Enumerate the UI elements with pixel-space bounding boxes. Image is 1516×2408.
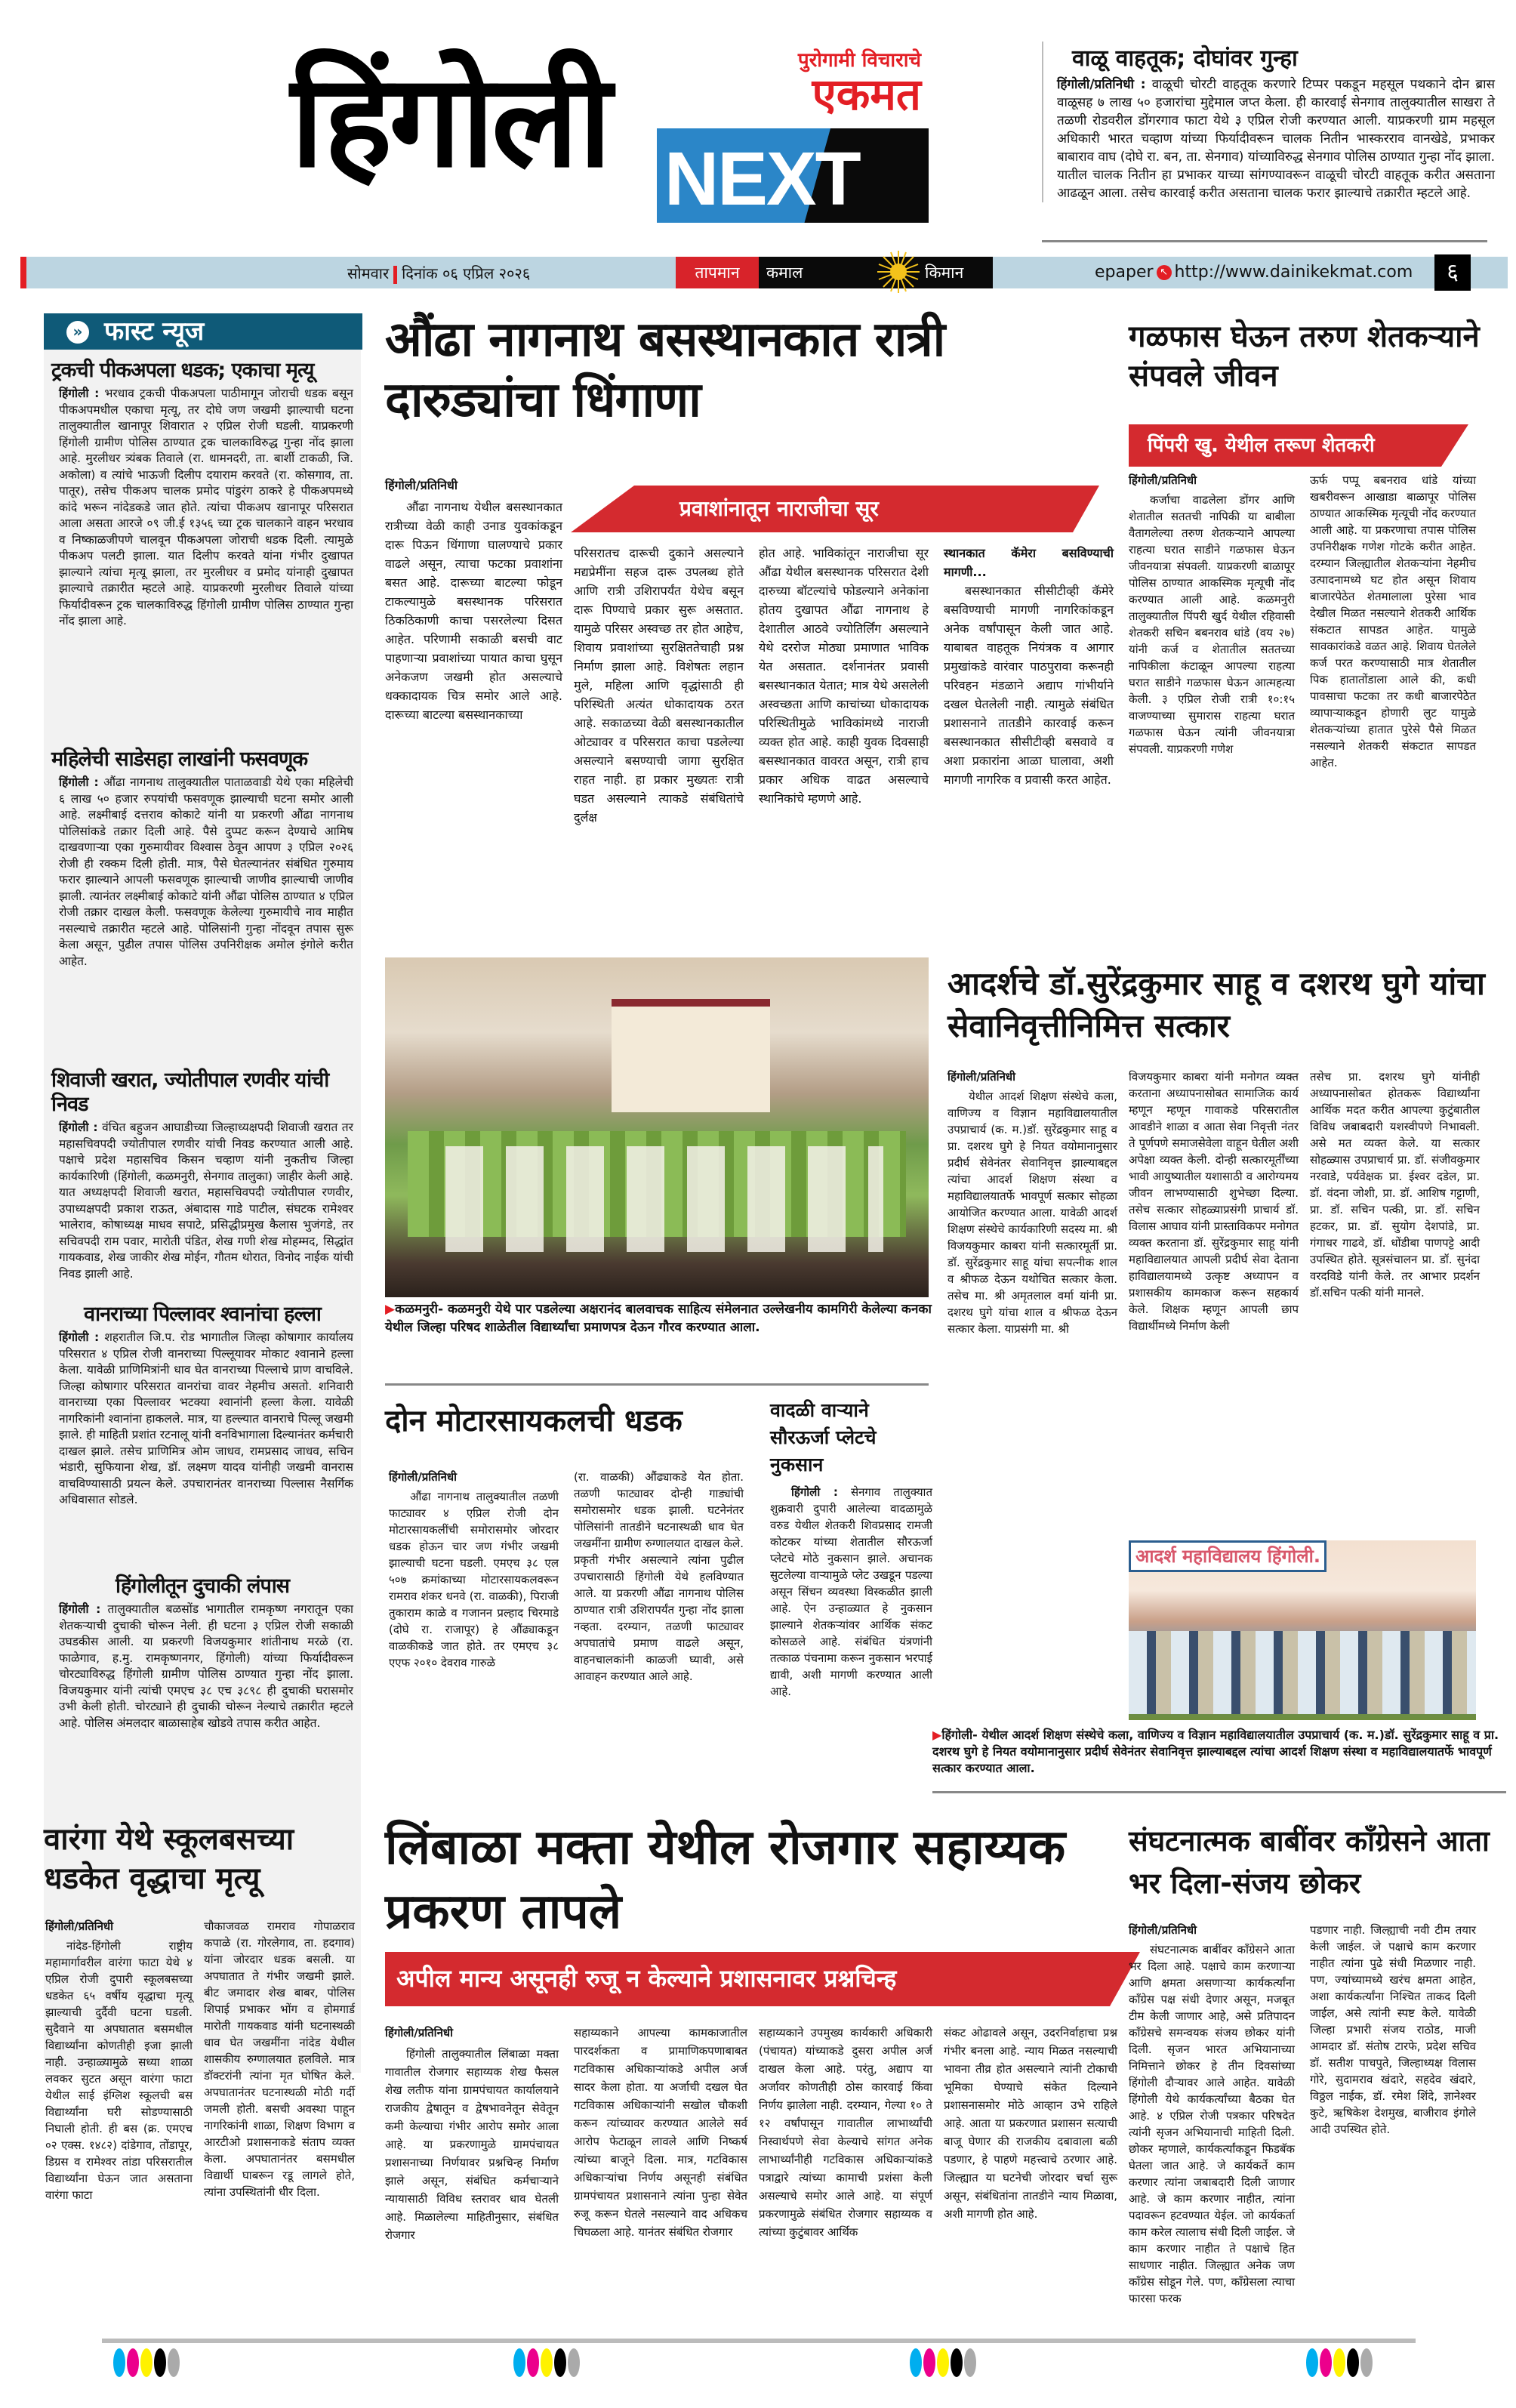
event-photo-students: [385, 957, 929, 1297]
magenta-mark: [527, 2348, 539, 2377]
limbala-headline: लिंबाळा मक्ता येथील रोजगार सहाय्यक प्रकरण तापले: [385, 1820, 1066, 1940]
cyan-mark: [1306, 2348, 1318, 2377]
black-mark: [154, 2348, 166, 2377]
body-text: वंचित बहुजन आघाडीच्या जिल्हाध्यक्षपदी शिवाजी खरात तर महासचिवपदी ज्योतीपाल रणवीर यांची निवड करण्यात आली आहे. पक्षाचे प्रदेश महासचिव किसन चव्हाण यांनी नुकतीच जिल्हा कार्यकारिणी (हिंगोली, कळमनुरी, सेनगाव तालुका) जाहीर केली आहे. यात अध्यक्षपदी शिवाजी खरात, महासचिवपदी ज्योतीपाल रणवीर, उपाध्यक्षपदी प्रकाश राऊत, अंबादास गाडे पाटील, संघटक रामेश्वर भालेराव, कोषाध्यक्ष माधव सपाटे, प्रसिद्धीप्रमुख कैलास भुजंगडे, तर सचिवपदी राम पवार, मारोती पंडित, शेख गणी शेख मोहम्मद, सिद्धांत गायकवाड, शेख जाकीर शेख मोईन, गौतम थोरात, विनोद नाईक यांची निवड झाली आहे.: [59, 1121, 353, 1281]
body-text: होत आहे. भाविकांतून नाराजीचा सूर औंढा येथील बसस्थानक परिसरात देशी दारुच्या बॉटल्यांचे फोडल्याने अनेकांना होतय दुखापत औंढा नागनाथ हे देशातील आठवे ज्योतिर्लिंग असल्याने येथे दररोज मोठ्या प्रमाणात भाविक येत असतात. दर्शनानंतर प्रवासी बसस्थानकात येतात; मात्र येथे असलेली अस्वच्छता आणि काचांच्या धोकादायक परिस्थितीमुळे भाविकांमध्ये नाराजी व्यक्त होत आहे. काही युवक दिवसाही बसस्थानकात वावरत असून, रात्री हाच प्रकार अधिक वाढत असल्याचे स्थानिकांचे म्हणणे आहे.: [759, 546, 929, 806]
byline: हिंगोली/प्रतिनिधी: [1129, 473, 1197, 487]
lead-column-2: [574, 544, 744, 827]
dateline: हिंगोली :: [59, 1121, 98, 1134]
cyan-mark: [513, 2348, 525, 2377]
byline: हिंगोली/प्रतिनिधी: [385, 478, 458, 492]
top-brief-body: [1057, 76, 1495, 202]
motorcycle-column-2: [574, 1469, 744, 1685]
body-text: चौकाजवळ रामराव गोपाळराव कपाळे (रा. गोरलेगाव, ता. हदगाव) यांना जोरदार धडक बसली. या अपघातात ते गंभीर जखमी झाले. बीट जमादार शेख बाबर, पोलिस शिपाई प्रभाकर भोंग व होमगार्ड मारोती गायकवाड यांनी घटनास्थळी धाव घेत जखमींना नांदेड येथील शासकीय रुग्णालयात हलविले. मात्र डॉक्टरांनी त्यांना मृत घोषित केले. अपघातानंतर घटनास्थळी मोठी गर्दी जमली होती. बसची अवस्था पाहून नागरिकांनी शाळा, शिक्षण विभाग व आरटीओ प्रशासनाकडे संताप व्यक्त केला. अपघातानंतर बसमधील विद्यार्थी घाबरून रडू लागले होते, त्यांना उपस्थितांनी धीर दिला.: [204, 1919, 355, 2199]
body-text: परिसरातच दारूची दुकाने असल्याने मद्यप्रेमींना सहज दारू उपलब्ध होते आणि रात्री उशिरापर्यंत येथेच बसून दारू पिण्याचे प्रकार सुरू असतात. यामुळे परिसर अस्वच्छ तर होत आहेच, शिवाय प्रवाशांच्या सुरक्षिततेचाही प्रश्न निर्माण झाला आहे. विशेषतः लहान मुले, महिला आणि वृद्धांसाठी ही परिस्थिती अत्यंत धोकादायक ठरत आहे. सकाळच्या वेळी बसस्थानकातील ओट्यावर व परिसरात काचा पडलेल्या असल्याने बसण्याची जागा सुरक्षित राहत नाही. हा प्रकार मुख्यतः रात्री घडत असल्याने त्याकडे संबंधितांचे दुर्लक्ष: [574, 546, 744, 825]
photo-caption: [932, 1727, 1506, 1777]
body-text: (रा. वाळकी) औंढ्याकडे येत होता. तळणी फाट्यावर दोन्ही गाड्यांची समोरासमोर धडक झाली. घटनेनंतर पोलिसांनी तातडीने घटनास्थळी धाव घेत जखमींना ग्रामीण रुग्णालयात दाखल केले. प्रकृती गंभीर असल्याने त्यांना पुढील उपचारासाठी हिंगोली येथे हलविण्यात आले. या प्रकरणी औंढा नागनाथ पोलिस ठाण्यात रात्री उशिरापर्यंत गुन्हा नोंद झाला नव्हता. दरम्यान, तळणी फाट्यावर अपघातांचे प्रमाण वाढले असून, वाहनचालकांनी काळजी घ्यावी, असे आवाहन करण्यात आले आहे.: [574, 1470, 744, 1683]
date-bar-accent: [20, 257, 26, 288]
body-text: तालुक्यातील बळसोंड भागातील रामकृष्ण नगरातून एका शेतकऱ्याची दुचाकी चोरून नेली. ही घटना ३ एप्रिल रोजी सकाळी उघडकीस आली. या प्रकरणी विजयकुमार शांतीनाथ मरळे (रा. फाळेगाव, ह.मु. रामकृष्णनगर, हिंगोली) यांच्या फिर्यादीवरून चोरट्याविरुद्ध हिंगोली ग्रामीण पोलिस ठाण्यात गुन्हा नोंद झाला. विजयकुमार यांनी त्यांची एमएच ३८ एच ३८९८ ही दुचाकी घरासमोर उभी केली होती. चोरट्याने ही दुचाकी चोरून नेल्याचे तक्रारीत म्हटले आहे. पोलिस अंमलदार बाळासाहेब खोडवे तपास करीत आहेत.: [59, 1602, 353, 1730]
farmer-headline: गळफास घेऊन तरुण शेतकऱ्याने संपवले जीवन: [1129, 319, 1480, 393]
body-text: शहरातील जि.प. रोड भागातील जिल्हा कोषागार कार्यालय परिसरात ४ एप्रिल रोजी वानराच्या पिल्लूयावर मोकाट श्वानाने हल्ला केला. यावेळी प्राणिमित्रांनी धाव घेत वानराच्या पिल्लाचे प्राण वाचविले. जिल्हा कोषागार परिसरात वानरांचा वावर नेहमीच असतो. शनिवारी वानराच्या एका पिल्लावर भटक्या श्वानांनी हल्ला केला. यावेळी नागरिकांनी श्वानांना हाकलले. मात्र, या हल्ल्यात वानराचे पिल्लू जखमी झाले. ही माहिती प्रशांत रटनालू यांनी वनविभागाला दिल्यानंतर कर्मचारी दाखल झाले. तसेच प्राणिमित्र ओम जाधव, रामप्रसाद जाधव, सचिन भंडारी, सुफियाना शेख, डॉ. लक्ष्मण यादव यांनीही जखमी वानरास वाचविण्यासाठी प्रयत्न केले. उपचारानंतर वानराच्या पिल्लास नैसर्गिक अधिवासात सोडले.: [59, 1330, 353, 1506]
body-text: येथील आदर्श शिक्षण संस्थेचे कला, वाणिज्य व विज्ञान महाविद्यालयातील उपप्राचार्य (क. म.)डॉ. सुरेंद्रकुमार साहू व प्रा. दशरथ घुगे हे नियत वयोमानानुसार प्रदीर्घ सेवेनंतर सेवानिवृत्त झाल्याबद्दल त्यांचा आदर्श शिक्षण संस्था व महाविद्यालयातर्फे भावपूर्ण सत्कार सोहळा आयोजित करण्यात आला. यावेळी आदर्श शिक्षण संस्थेचे कार्यकारिणी सदस्य मा. श्री विजयकुमार काबरा यांनी सत्कारमूर्ती प्रा. डॉ. सुरेंद्रकुमार साहू यांचा सपत्नीक शाल व श्रीफळ देऊन यथोचित सत्कार केला. तसेच मा. श्री अमृतलाल वर्मा यांनी प्रा. दशरथ घुगे यांचा शाल व श्रीफळ देऊन सत्कार केला. याप्रसंगी मा. श्री: [948, 1090, 1117, 1336]
dateline: हिंगोली :: [59, 1330, 100, 1344]
divider: [102, 2339, 1416, 2343]
lead-column-1: [385, 476, 562, 724]
body-text: पडणार नाही. जिल्ह्याची नवी टीम तयार केली जाईल. जे पक्षाचे काम करणार नाहीत त्यांना पुढे संधी मिळणार नाही. पण, ज्यांच्यामध्ये खरंच क्षमता आहेत, अशा कार्यकर्त्यांना निश्चित ताकद दिली जाईल, असे त्यांनी स्पष्ट केले. यावेळी जिल्हा प्रभारी संजय राठोड, माजी आमदार डॉ. संतोष टारफे, प्रदेश सचिव डॉ. सतीश पाचपुते, जिल्हाध्यक्ष विलास गोरे, सुदामराव खंदारे, सहदेव खंदारे, विठ्ठल नाईक, डॉ. रमेश शिंदे, ज्ञानेश्वर कुटे, ऋषिकेश देशमुख, बाजीराव इंगोले आदी उपस्थित होते.: [1310, 1923, 1476, 2136]
top-brief: [1042, 42, 1495, 202]
date-value: दिनांक ०६ एप्रिल २०२६: [402, 264, 531, 282]
fast-news-headline: शिवाजी खरात, ज्योतीपाल रणवीर यांची निवड: [51, 1068, 329, 1116]
cyan-mark: [910, 2348, 922, 2377]
next-logo-text: NEXT: [664, 137, 860, 221]
lead-column-4: [944, 544, 1114, 789]
body-text: सहाय्यकाने उपमुख्य कार्यकारी अधिकारी (पंचायत) यांच्याकडे दुसरा अपील अर्ज दाखल केला आहे. परंतु, अद्याप या अर्जावर कोणतीही ठोस कारवाई किंवा निर्णय झालेला नाही. दरम्यान, गेल्या १० ते १२ वर्षांपासून गावातील लाभार्थ्यांची निस्वार्थपणे सेवा केल्याचे सांगत अनेक लाभार्थ्यांनीही गटविकास अधिकाऱ्यांकडे पत्राद्वारे त्यांच्या कामाची प्रशंसा केली असल्याचे समोर आले आहे. या संपूर्ण प्रकरणामुळे संबंधित रोजगार सहाय्यक व त्यांच्या कुटुंबावर आर्थिक: [759, 2026, 932, 2239]
lead-column-3: [759, 544, 929, 808]
fast-news-body: [51, 386, 353, 630]
lead-subhead: स्थानकात कॅमेरा बसविण्याची मागणी...: [944, 546, 1114, 579]
dateline: हिंगोली :: [59, 1602, 101, 1616]
farmer-column-1: [1129, 472, 1295, 757]
cyan-mark: [113, 2348, 125, 2377]
gray-mark: [1360, 2348, 1373, 2377]
fast-news-header: फास्ट न्यूज: [44, 313, 362, 350]
magenta-mark: [1320, 2348, 1332, 2377]
yellow-mark: [541, 2348, 553, 2377]
fast-news-headline: महिलेची साडेसहा लाखांनी फसवणूक: [51, 748, 308, 771]
congress-column-2: [1310, 1922, 1476, 2138]
date-line: [347, 263, 530, 284]
motorcycle-headline: दोन मोटारसायकलची धडक: [385, 1404, 683, 1438]
body-text: ऊर्फ पप्पू बबनराव धांडे यांच्या खबरीवरून आखाडा बाळापूर पोलिस ठाण्यात आकस्मिक मृत्यूची नोंद करण्यात आली आहे. या प्रकरणाचा तपास पोलिस उपनिरीक्षक गणेश गोटके करीत आहेत. दरम्यान जिल्ह्यातील शेतकऱ्यांना नेहमीच उत्पादनामध्ये घट होत असून शिवाय बाजारपेठेत शेतमालाला पुरेसा भाव देखील मिळत नसल्याने शेतकरी आर्थिक संकटात सापडत आहेत. यामुळे सावकारांकडे वळत आहे. शिवाय घेतलेले कर्ज परत करण्यासाठी मात्र शेतातील पिक हातातोंडाला आले की, कधी पावसाचा फटका तर कधी बाजारपेठेत व्यापाऱ्याकडून होणारी लुट यामुळे शेतकऱ्यांच्या हातात पुरेसे पैसे मिळत नसल्याने शेतकरी संकटात सापडत आहेत.: [1310, 473, 1476, 769]
divider: [1042, 240, 1487, 242]
page-number: ६: [1434, 254, 1471, 291]
solar-column: [770, 1484, 932, 1700]
registration-marks: [910, 2348, 976, 2377]
stage-banner: [612, 999, 770, 1112]
motorcycle-column-1: [389, 1469, 559, 1671]
fast-news-item: [51, 748, 353, 970]
fast-news-item: [51, 359, 353, 630]
magenta-mark: [127, 2348, 139, 2377]
dateline: हिंगोली :: [59, 387, 100, 400]
body-text: औंढा नागनाथ येथील बसस्थानकात रात्रीच्या वेळी काही उनाड युवकांकडून दारू पिऊन धिंगाणा घालण्याचे प्रकार वाढले असून, त्याचा फटका प्रवाशांना बसत आहे. दारूच्या बाटल्या फोडून टाकल्यामुळे बसस्थानक परिसरात ठिकठिकाणी काचा पसरलेल्या दिसत आहेत. परिणामी सकाळी बसची वाट पाहणाऱ्या प्रवाशांच्या पायात काचा घुसून अनेकजण जखमी होत असल्याचे धक्कादायक चित्र समोर आले आहे. दारूच्या बाटल्या बसस्थानकाच्या: [385, 500, 562, 722]
limbala-column-1: [385, 2024, 559, 2244]
fast-news-headline: ट्रकची पीकअपला धडक; एकाचा मृत्यू: [51, 359, 314, 382]
limbala-column-2: [574, 2024, 747, 2241]
byline: हिंगोली/प्रतिनिधी: [385, 2026, 454, 2040]
fast-news-item: [51, 1574, 353, 1731]
epaper-label: epaper: [1095, 263, 1154, 282]
day-name: सोमवार: [347, 264, 390, 282]
limbala-kicker: अपील मान्य असूनही रुजू न केल्याने प्रशासनावर प्रश्नचिन्ह: [396, 1964, 897, 1993]
divider: [385, 1383, 929, 1386]
brand-ekmat: एकमत: [812, 69, 921, 120]
sun-icon: [876, 249, 921, 294]
fast-news-body: [51, 1330, 353, 1509]
varanga-headline: वारंगा येथे स्कूलबसच्या धडकेत वृद्धाचा मृत्यू: [44, 1822, 294, 1896]
yellow-mark: [140, 2348, 153, 2377]
fast-news-headline: वानराच्या पिल्लावर श्वानांचा हल्ला: [84, 1303, 321, 1326]
photo-caption: [385, 1300, 936, 1337]
top-brief-text: वाळूची चोरटी वाहतूक करणारे टिप्पर पकडून महसूल पथकाने दोन ब्रास वाळूसह ७ लाख ५० हजारांचा मुद्देमाल जप्त केला. ही कारवाई सेनगाव तालुक्यातील साखरा ते तळणी रोडवरील डोंगरगाव फाटा येथे ३ एप्रिल रोजी करण्यात आली. याप्रकरणी ग्राम महसूल अधिकारी भारत चव्हाण यांच्या फिर्यादीवरून चालक नितीन भास्करराव वानखेडे, प्रभाकर बाबाराव वाघ (दोघे रा. बन, ता. सेनगाव) यांच्याविरुद्ध सेनगाव पोलिस ठाण्यात गुन्हा नोंद झाला. यातील चालक नितीन हा प्रभाकर याच्या सांगण्यावरून वाळूची चोरटी वाहतूक करीत असताना आढळून आला. तसेच कारवाई करीत असताना चालक फरार झाल्याचे तक्रारीत म्हटले आहे.: [1057, 77, 1495, 201]
black-mark: [1347, 2348, 1359, 2377]
body-text: औंढा नागनाथ तालुक्यातील तळणी फाट्यावर ४ एप्रिल रोजी दोन मोटारसायकलींची समोरासमोर जोरदार धडक होऊन चार जण गंभीर जखमी झाल्याची घटना घडली. एमएच ३८ एल ५०७ क्रमांकाच्या मोटारसायकलवरून रामराव शंकर धनवे (रा. वाळकी), पिराजी तुकाराम काळे व गजानन प्रल्हाद चिरमाडे (दोघे रा. राजापूर) हे औंढ्याकडून वाळकीकडे जात होते. तर एमएच ३८ एएफ २०१० देवराव गारुळे: [389, 1490, 559, 1670]
divider: [932, 1791, 1506, 1793]
staff-group: [1129, 1631, 1476, 1714]
tagline-top: पुरोगामी विचाराचे: [797, 49, 921, 72]
epaper-link[interactable]: [1095, 257, 1413, 288]
temp-max-label: कमाल: [766, 264, 803, 282]
yellow-mark: [1333, 2348, 1345, 2377]
body-text: हिंगोली तालुक्यातील लिंबाळा मक्ता गावातील रोजगार सहाय्यक शेख फैसल शेख लतीफ यांना ग्रामपंचायत कार्यालयाने राजकीय द्वेषातून व द्वेषभावनेतून सेवेतून कमी केल्याचा गंभीर आरोप समोर आला आहे. या प्रकरणामुळे ग्रामपंचायत प्रशासनाच्या निर्णयावर प्रश्नचिन्ह निर्माण झाले असून, संबंधित कर्मचाऱ्याने न्यायासाठी विविध स्तरावर धाव घेतली आहे. मिळालेल्या माहितीनुसार, संबंधित रोजगार: [385, 2047, 559, 2242]
top-brief-dateline: हिंगोली/प्रतिनिधी :: [1057, 77, 1146, 92]
registration-marks: [1306, 2348, 1373, 2377]
fast-news-headline: हिंगोलीतून दुचाकी लंपास: [115, 1574, 290, 1598]
gray-mark: [568, 2348, 580, 2377]
congress-headline: संघटनात्मक बाबींवर काँग्रेसने आता भर दिला-संजय छोकर: [1129, 1824, 1490, 1900]
fast-news-item: [51, 1068, 353, 1282]
limbala-column-3: [759, 2024, 932, 2241]
fast-news-body: [51, 1120, 353, 1282]
limbala-column-4: [944, 2024, 1117, 2223]
next-logo: [657, 128, 929, 223]
varanga-column-1: [45, 1918, 193, 2203]
caption-arrow-icon: ▶: [932, 1728, 942, 1742]
byline: हिंगोली/प्रतिनिधी: [1129, 1923, 1197, 1937]
adarsh-column-1: [948, 1068, 1117, 1337]
farmer-column-2: [1310, 472, 1476, 771]
black-mark: [554, 2348, 566, 2377]
body-text: सेनगाव तालुक्यात शुक्रवारी दुपारी आलेल्या वादळामुळे वरुड येथील शेतकरी शिवप्रसाद रामजी कोटकर यांच्या शेतातील सौरऊर्जा प्लेटचे मोठे नुकसान झाले. अचानक सुटलेल्या वाऱ्यामुळे प्लेट उखडून पडल्या असून सिंचन व्यवस्था विस्कळीत झाली आहे. ऐन उन्हाळ्यात हे नुकसान झाल्याने शेतकऱ्यांवर आर्थिक संकट कोसळले आहे. संबंधित यंत्रणांनी तत्काळ पंचनामा करून नुकसान भरपाई द्यावी, अशी मागणी करण्यात आली आहे.: [770, 1485, 932, 1698]
certificates: [445, 1146, 883, 1252]
body-text: औंढा नागनाथ तालुक्यातील पाताळवाडी येथे एका महिलेची ६ लाख ५० हजार रुपयांची फसवणूक झाल्याची घटना समोर आली आहे. लक्ष्मीबाई दत्तराव कोकाटे यांनी या प्रकरणी औंढा नागनाथ पोलिसांकडे तक्रार दिली आहे. पैसे दुप्पट करून देण्याचे आमिष दाखवणाऱ्या एका गुरुमायीवर विश्वास ठेवून आपण ३ एप्रिल २०२६ रोजी ही रक्कम दिली होती. मात्र, पैसे घेतल्यानंतर संबंधित गुरुमाय फरार झाल्याने आपली फसवणूक झाल्याची जाणीव झाल्याची जाणीव झाली. त्यानंतर लक्ष्मीबाई कोकाटे यांनी औंढा पोलिस ठाण्यात ४ एप्रिल रोजी तक्रार दाखल केली. फसवणूक केलेल्या गुरुमायीचे नाव माहीत नसल्याचे तक्रारीत म्हटले आहे. पोलिसांनी गुन्हा नोंदवून तपास सुरू केला असून, पुढील तपास पोलिस उपनिरीक्षक अमोल इंगोले करीत आहेत.: [59, 775, 353, 968]
byline: हिंगोली/प्रतिनिधी: [389, 1470, 458, 1484]
lead-kicker: प्रवाशांनातून नाराजीचा सूर: [679, 496, 879, 521]
temperature-label: तापमान: [676, 257, 759, 288]
website-url[interactable]: http://www.dainikekmat.com: [1174, 263, 1413, 282]
body-text: भरधाव ट्रकची पीकअपला पाठीमागून जोराची धडक बसून पीकअपमधील एकाचा मृत्यू, तर दोघे जण जखमी झाल्याची घटना तालुक्यातील खानापूर शिवारात २ एप्रिल रोजी घडली. याप्रकरणी हिंगोली ग्रामीण पोलिस ठाण्यात ट्रक चालकाविरुद्ध गुन्हा नोंद झाला आहे. मुरलीधर त्र्यंबक तिवाले (रा. धामनदरी, ता. बार्शी टाकळी, जि. अकोला) व त्यांचे भाऊजी दिलीप दयाराम करवते (रा. कोसगाव, ता. पातूर), तसेच पीकअप चालक प्रमोद पांडुरंग ठाकरे हे पीकअपमध्ये कांदे भरून नांदेडकडे जात होते. त्यांचा पीकअप खानापूर परिसरात आला असता आरजे ०९ जी.ई १३५६ च्या ट्रक चालकाने वाहन भरधाव व निष्काळजीपणे चालवून पीकअपला जोराची धडक दिली. त्यामुळे पीकअप पलटी झाला. यात दिलीप करवते यांना गंभीर दुखापत झाल्याने त्यांचा मृत्यू झाला, तर मुरलीधर व प्रमोद यांनाही दुखापत झाल्याचे तक्रारीत म्हटले आहे. याप्रकरणी मुरलीधर तिवाले यांच्या फिर्यादीवरून ट्रक चालकाविरुद्ध हिंगोली ग्रामीण पोलिस ठाण्यात गुन्हा नोंद झाला आहे.: [59, 387, 353, 627]
caption-place: हिंगोली-: [941, 1728, 978, 1742]
fast-news-body: [51, 1602, 353, 1731]
black-mark: [951, 2348, 963, 2377]
registration-marks: [513, 2348, 580, 2377]
gray-mark: [964, 2348, 976, 2377]
body-text: कर्जाचा वाढलेला डोंगर आणि शेतातील सततची नापिकी या बाबीला वैतागलेल्या तरुण शेतकऱ्याने आपल्या राहत्या घरात साडीने गळफास घेऊन जीवनयात्रा संपवली. याप्रकरणी बाळापूर पोलिस ठाण्यात आकस्मिक मृत्यूची नोंद करण्यात आली आहे. कळमनुरी तालुक्यातील पिंपरी खुर्द येथील रहिवासी शेतकरी सचिन बबनराव धांडे (वय २७) यांनी कर्ज व शेतातील सततच्या नापिकीला कंटाळून आपल्या राहत्या घरात साडीने गळफास घेऊन आत्महत्या केली. ३ एप्रिल रोजी रात्री १०:१५ वाजण्याच्या सुमारास राहत्या घरात गळफास घेऊन त्यांनी जीवनयात्रा संपवली. याप्रकरणी गणेश: [1129, 493, 1295, 756]
magenta-mark: [923, 2348, 935, 2377]
adarsh-headline: आदर्शचे डॉ.सुरेंद्रकुमार साहू व दशरथ घुगे यांचा सेवानिवृत्तीनिमित्त सत्कार: [948, 965, 1485, 1044]
body-text: विजयकुमार काबरा यांनी मनोगत व्यक्त करताना अध्यापनासोबत सामाजिक कार्य म्हणून म्हणून गावाकडे परिसरातील आवडीने शाळा व आता सेवा निवृत्ती नंतर ते पूर्णपणे समाजसेवेला वाहून घेतील अशी अपेक्षा व्यक्त केली. दोन्ही सत्कारमूर्तींच्या भावी आयुष्यातील यशासाठी व आरोग्यमय जीवन लाभण्यासाठी शुभेच्छा दिल्या. तसेच सत्कार सोहळ्याप्रसंगी प्राचार्य डॉ. विलास आघाव यांनी प्रास्ताविकपर मनोगत व्यक्त करताना डॉ. सुरेंद्रकुमार साहू यांनी महाविद्यालयात आपली प्रदीर्घ सेवा देताना हाविद्यालयामध्ये उत्कृष्ट अध्यापन व प्रशासकीय कामकाज करून सहकार्य केले. शिक्षक म्हणून आपली छाप विद्यार्थीमध्ये निर्माण केली: [1129, 1070, 1299, 1333]
temp-min-label: किमान: [925, 264, 964, 282]
top-brief-headline: वाळू वाहतूक; दोघांवर गुन्हा: [1072, 45, 1298, 72]
college-group-photo: [1129, 1540, 1476, 1720]
college-sign: आदर्श महाविद्यालय हिंगोली.: [1129, 1540, 1326, 1572]
gray-mark: [168, 2348, 180, 2377]
body-text: बसस्थानकात सीसीटीव्ही कॅमेरे बसविण्याची मागणी नागरिकांकडून अनेक वर्षांपासून केली जात आहे. याबाबत वाहतूक नियंत्रक व आगार प्रमुखांकडे वारंवार पाठपुरावा करूनही परिवहन मंडळाने अद्याप गांभीर्याने दखल घेतलेली नाही. त्यामुळे संबंधित प्रशासनाने तातडीने कारवाई करून बसस्थानकात सीसीटीव्ही बसवावे व अशा प्रकारांना आळा घालावा, अशी मागणी नागरिक व प्रवासी करत आहेत.: [944, 584, 1114, 787]
fast-news-item: [51, 1303, 353, 1509]
adarsh-column-2: [1129, 1068, 1299, 1334]
lead-headline: औंढा नागनाथ बसस्थानकात रात्री दारुड्यांचा धिंगाणा: [385, 312, 945, 428]
body-text: संकट ओढावले असून, उदरनिर्वाहाचा प्रश्न गंभीर बनला आहे. न्याय मिळत नसल्याची भावना तीव्र होत असल्याने त्यांनी टोकाची भूमिका घेण्याचे संकेत दिल्याने प्रशासनासमोर मोठे आव्हान उभे राहिले आहे. आता या प्रकरणात प्रशासन सत्याची बाजू घेणार की राजकीय दबावाला बळी पडणार, हे पाहणे महत्त्वाचे ठरणार आहे. जिल्ह्यात या घटनेची जोरदार चर्चा सुरू असून, संबंधितांना तातडीने न्याय मिळावा, अशी मागणी होत आहे.: [944, 2026, 1117, 2221]
body-text: नांदेड-हिंगोली राष्ट्रीय महामार्गावरील वारंगा फाटा येथे ४ एप्रिल रोजी दुपारी स्कूलबसच्या धडकेत ६५ वर्षीय वृद्धाचा मृत्यू झाल्याची दुर्दैवी घटना घडली. सुदैवाने या अपघातात बसमधील विद्यार्थ्यांना कोणतीही इजा झाली नाही. उन्हाळ्यामुळे सध्या शाळा लवकर सुटत असून वारंगा फाटा येथील साई इंग्लिश स्कूलची बस विद्यार्थ्यांना घरी सोडण्यासाठी निघाली होती. ही बस (क्र. एमएच ०२ एक्स. १४८२) दांडेगाव, तोंडापूर, डिग्रस व रामेश्वर तांडा परिसरातील विद्यार्थ्यांना घेऊन जात असताना वारंगा फाटा: [45, 1939, 193, 2202]
chevron-double-down-icon: »: [66, 321, 89, 344]
fast-news-body: [51, 775, 353, 970]
registration-marks: [113, 2348, 180, 2377]
masthead-title: हिंगोली: [291, 45, 609, 196]
caption-text: कळमनुरी येथे पार पडलेल्या अक्षरानंद बालवाचक साहित्य संमेलनात उल्लेखनीय कामगिरी केलेल्या कनका येथील जिल्हा परिषद शाळेतील विद्यार्थ्यांचा प्रमाणपत्र देऊन गौरव करण्यात आला.: [385, 1302, 932, 1335]
caption-arrow-icon: ▶: [385, 1302, 396, 1317]
yellow-mark: [937, 2348, 949, 2377]
caption-text: येथील आदर्श शिक्षण संस्थेचे कला, वाणिज्य व विज्ञान महाविद्यालयातील उपप्राचार्य (क. म.)डॉ. सुरेंद्रकुमार साहू व प्रा. दशरथ घुगे हे नियत वयोमानानुसार प्रदीर्घ सेवेनंतर सेवानिवृत्त झाल्याबद्दल त्यांचा आदर्श शिक्षण संस्था व महाविद्यालयातर्फे भावपूर्ण सत्कार करण्यात आला.: [932, 1728, 1499, 1775]
date-separator: [393, 266, 397, 284]
body-text: सहाय्यकाने आपल्या कामकाजातील पारदर्शकता व प्रामाणिकपणाबाबत गटविकास अधिकाऱ्यांकडे अपील अर्ज सादर केला होता. या अर्जाची दखल घेत गटविकास अधिकाऱ्यांनी सखोल चौकशी करून त्यांच्यावर करण्यात आलेले सर्व आरोप फेटाळून लावले आणि निष्कर्ष त्यांच्या बाजूने दिला. मात्र, गटविकास अधिकाऱ्यांचा निर्णय असूनही संबंधित ग्रामपंचायत प्रशासनाने त्यांना पुन्हा सेवेत रुजू करून घेतले नसल्याने वाद अधिकच चिघळला आहे. यानंतर संबंधित रोजगार: [574, 2026, 747, 2239]
congress-column-1: [1129, 1922, 1295, 2307]
byline: हिंगोली/प्रतिनिधी: [948, 1070, 1016, 1084]
solar-headline: वादळी वाऱ्याने सौरऊर्जा प्लेटचे नुकसान: [770, 1399, 877, 1475]
varanga-column-2: [204, 1918, 355, 2200]
cursor-icon: ↖: [1157, 265, 1172, 280]
tagline: [763, 45, 921, 120]
byline: हिंगोली/प्रतिनिधी: [45, 1919, 114, 1933]
body-text: [770, 1484, 932, 1700]
caption-place: कळमनुरी-: [395, 1302, 444, 1317]
body-text: तसेच प्रा. दशरथ घुगे यांनीही अध्यापनासोबत होतकरू विद्यार्थ्यांना आर्थिक मदत करीत आपल्या कुटुंबातील विविध जबाबदारी यशस्वीपणे निभावली. असे मत व्यक्त केले. या सत्कार सोहळ्यास उपप्राचार्य प्रा. डॉ. संजीवकुमार नरवाडे, पर्यवेक्षक प्रा. ईश्वर दडेल, प्रा. डॉ. वंदना जोशी, प्रा. डॉ. आशिष गट्टाणी, प्रा. डॉ. सचिन पत्की, प्रा. डॉ. सचिन हटकर, प्रा. डॉ. सुयोग देशपांडे, प्रा. गंगाधर गाढवे, डॉ. धोंडीबा पाणपट्टे आदी उपस्थित होते. सूत्रसंचालन प्रा. डॉ. सुनंदा वरदविडे यांनी केले. तर आभार प्रदर्शन डॉ.सचिन पत्की यांनी मानले.: [1310, 1070, 1480, 1300]
body-text: संघटनात्मक बाबींवर काँग्रेसने आता भर दिला आहे. पक्षाचे काम करणाऱ्या आणि क्षमता असणाऱ्या कार्यकर्त्यांना काँग्रेस पक्ष संधी देणार असून, मजबूत टीम केली जाणार आहे, असे प्रतिपादन काँग्रेसचे समन्वयक संजय छोकर यांनी दिली. सृजन भारत अभियानाच्या निमित्ताने छोकर हे तीन दिवसांच्या हिंगोली दौऱ्यावर आले आहेत. यावेळी हिंगोली येथे कार्यकर्त्यांच्या बैठका घेत आहे. ४ एप्रिल रोजी पत्रकार परिषदेत त्यांनी सृजन अभियानाची माहिती दिली. छोकर म्हणाले, कार्यकर्त्यांकडून फिडबॅक घेतला जात आहे. जे कार्यकर्ते काम करणार त्यांना जबाबदारी दिली जाणार आहे. जे काम करणार नाहीत, त्यांना पदावरून हटवण्यात येईल. जो कार्यकर्ता काम करेल त्यालाच संधी दिली जाईल. जे काम करणार नाहीत ते पक्षाचे हित साधणार नाहीत. जिल्ह्यात अनेक जण काँग्रेस सोडून गेले. पण, काँग्रेसला त्याचा फारसा फरक: [1129, 1943, 1295, 2305]
adarsh-column-3: [1310, 1068, 1480, 1301]
dateline: हिंगोली :: [59, 775, 99, 789]
dateline: हिंगोली :: [791, 1485, 838, 1499]
farmer-kicker: पिंपरी खु. येथील तरूण शेतकरी: [1148, 434, 1375, 457]
